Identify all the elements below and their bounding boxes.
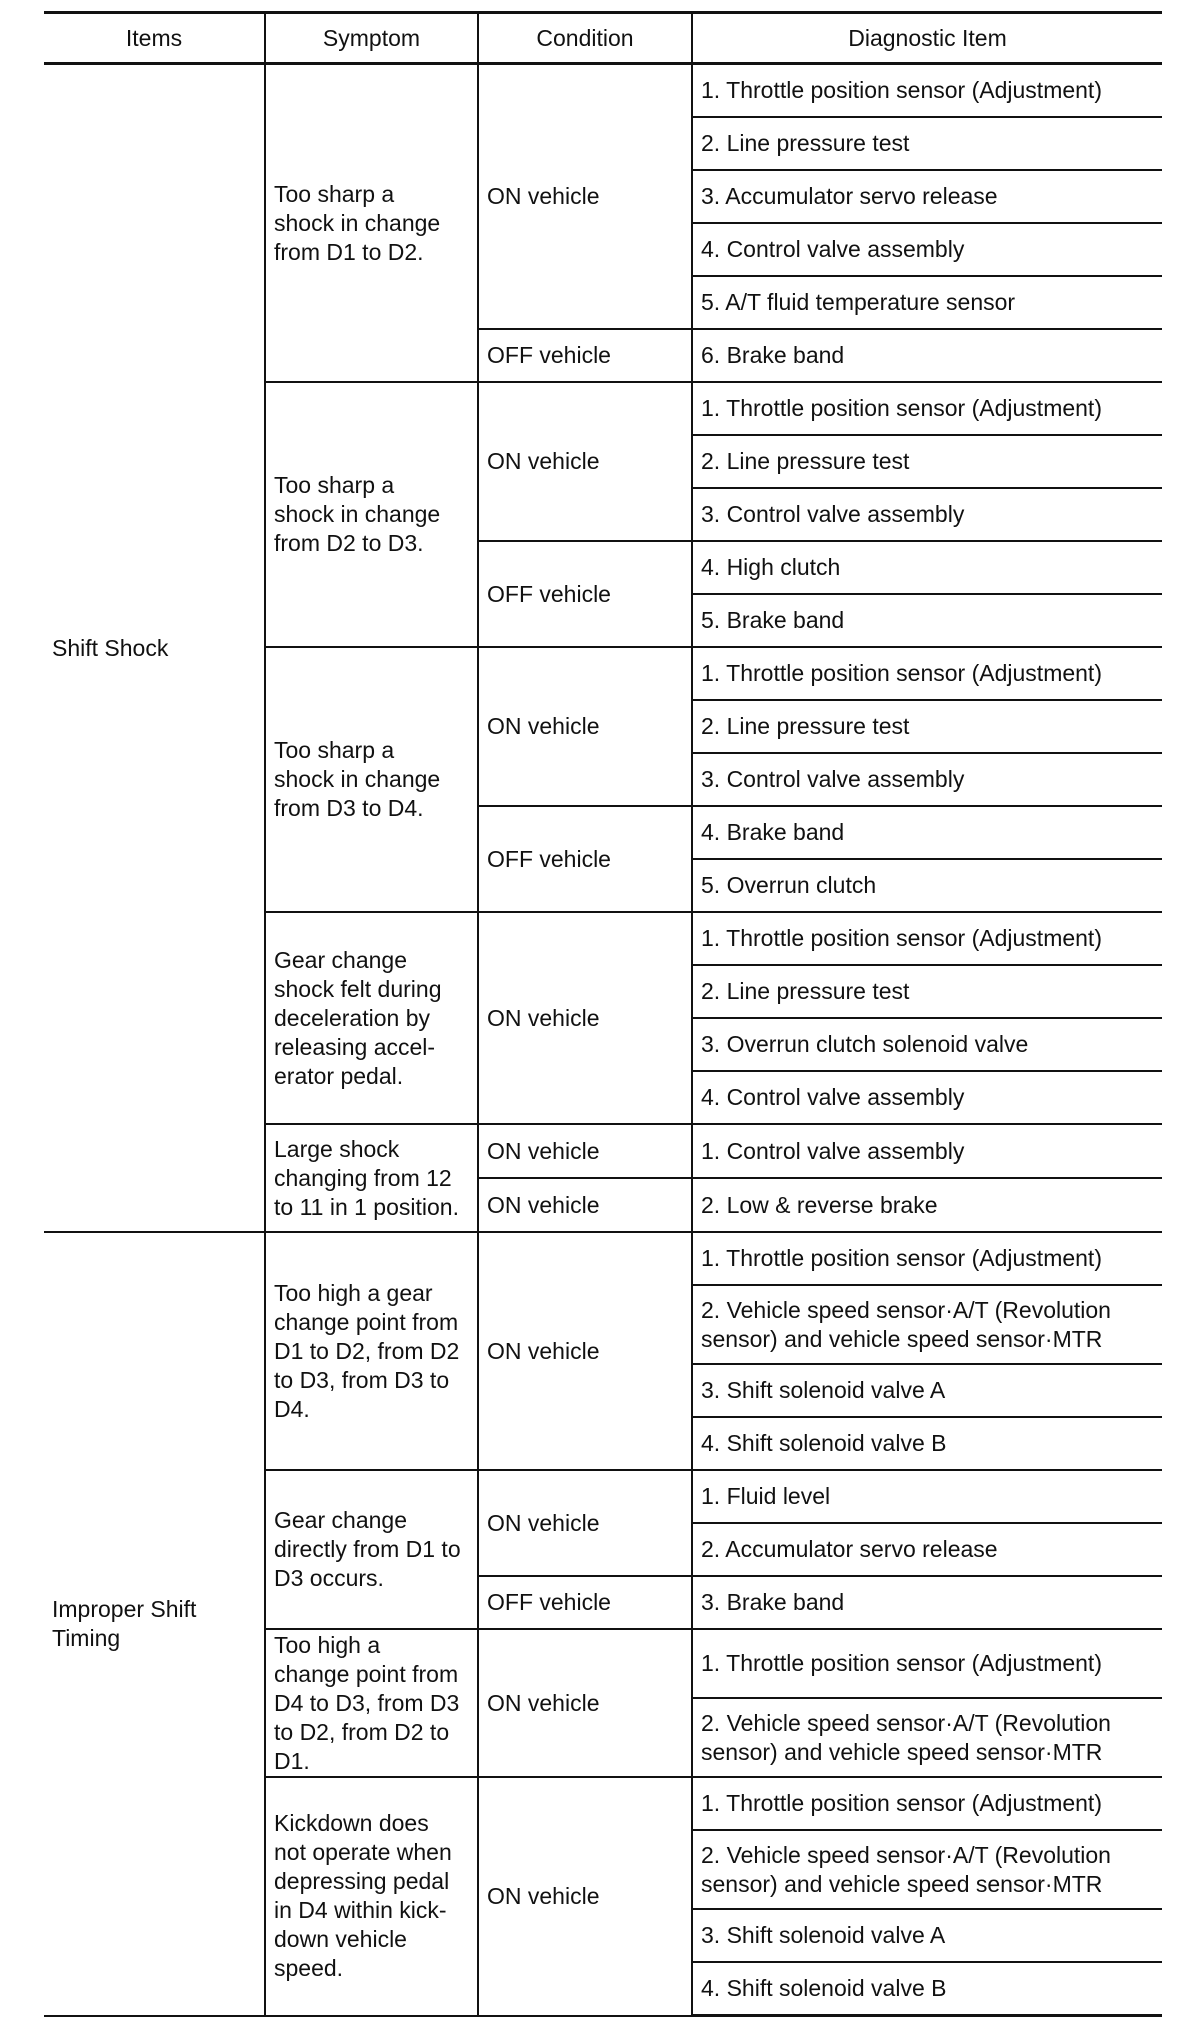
- condition-cell: OFF vehicle: [478, 329, 692, 382]
- diagnostic-item: 5. Overrun clutch: [692, 859, 1162, 912]
- condition-cell: ON vehicle: [478, 1232, 692, 1470]
- header-symptom: Symptom: [265, 13, 478, 64]
- diagnostic-item: 2. Line pressure test: [692, 117, 1162, 170]
- symptom-cell: Too sharp a shock in change from D1 to D2.: [265, 64, 478, 383]
- symptom-cell: Too sharp a shock in change from D2 to D3.: [265, 382, 478, 647]
- diagnostic-item: 1. Throttle position sensor (Adjustment): [692, 647, 1162, 700]
- condition-cell: ON vehicle: [478, 1777, 692, 2016]
- diagnostic-item: 3. Overrun clutch solenoid valve: [692, 1018, 1162, 1071]
- diagnostic-item: 2. Line pressure test: [692, 700, 1162, 753]
- symptom-cell: Gear change shock felt during deceleration by releasing accel- erator pedal.: [265, 912, 478, 1124]
- diagnostic-item: 3. Shift solenoid valve A: [692, 1364, 1162, 1417]
- condition-cell: ON vehicle: [478, 647, 692, 806]
- header-condition: Condition: [478, 13, 692, 64]
- condition-cell: OFF vehicle: [478, 541, 692, 647]
- symptom-cell: Too high a change point from D4 to D3, from D3 to D2, from D2 to D1.: [265, 1629, 478, 1777]
- condition-cell: ON vehicle: [478, 1470, 692, 1576]
- group-improper-shift-timing: Improper Shift Timing: [44, 1232, 265, 2016]
- diagnostic-item: 3. Shift solenoid valve A: [692, 1909, 1162, 1962]
- header-diagnostic-item: Diagnostic Item: [692, 13, 1162, 64]
- diagnostic-item: 3. Control valve assembly: [692, 753, 1162, 806]
- diagnostic-item: 2. Vehicle speed sensor·A/T (Revolution sensor) and vehicle speed sensor·MTR: [692, 1830, 1162, 1909]
- symptom-cell: Kickdown does not operate when depressing pedal in D4 within kick- down vehicle speed.: [265, 1777, 478, 2016]
- diagnostic-item: 4. High clutch: [692, 541, 1162, 594]
- table-row: [44, 64, 1162, 118]
- condition-cell: ON vehicle: [478, 64, 692, 330]
- symptom-cell: Too high a gear change point from D1 to D2, from D2 to D3, from D3 to D4.: [265, 1232, 478, 1470]
- diagnostic-item: 4. Control valve assembly: [692, 223, 1162, 276]
- diagnostic-item: 4. Shift solenoid valve B: [692, 1417, 1162, 1470]
- condition-cell: OFF vehicle: [478, 1576, 692, 1629]
- diagnostic-item: 5. A/T fluid temperature sensor: [692, 276, 1162, 329]
- diagnostic-item: 2. Accumulator servo release: [692, 1523, 1162, 1576]
- diagnostic-item: 1. Throttle position sensor (Adjustment): [692, 64, 1162, 118]
- group-shift-shock: Shift Shock: [44, 64, 265, 1233]
- condition-cell: ON vehicle: [478, 1178, 692, 1232]
- symptom-cell: Gear change directly from D1 to D3 occurs.: [265, 1470, 478, 1629]
- table-row: [44, 1232, 1162, 1285]
- condition-cell: ON vehicle: [478, 912, 692, 1124]
- diagnostic-item: 1. Throttle position sensor (Adjustment): [692, 912, 1162, 965]
- condition-cell: ON vehicle: [478, 1629, 692, 1777]
- condition-cell: ON vehicle: [478, 382, 692, 541]
- diagnostic-item: 3. Brake band: [692, 1576, 1162, 1629]
- diagnostic-item: 1. Throttle position sensor (Adjustment): [692, 1232, 1162, 1285]
- header-row: [44, 13, 1162, 64]
- diagnostic-item: 1. Throttle position sensor (Adjustment): [692, 1629, 1162, 1698]
- symptom-cell: Too sharp a shock in change from D3 to D4.: [265, 647, 478, 912]
- condition-cell: OFF vehicle: [478, 806, 692, 912]
- diagnostic-item: 1. Throttle position sensor (Adjustment): [692, 382, 1162, 435]
- diagnostic-item: 2. Line pressure test: [692, 435, 1162, 488]
- diagnostic-item: 4. Control valve assembly: [692, 1071, 1162, 1124]
- diagnostic-item: 1. Throttle position sensor (Adjustment): [692, 1777, 1162, 1830]
- condition-cell: ON vehicle: [478, 1124, 692, 1178]
- diagnostic-item: 4. Shift solenoid valve B: [692, 1962, 1162, 2016]
- diagnostic-item: 2. Vehicle speed sensor·A/T (Revolution sensor) and vehicle speed sensor·MTR: [692, 1698, 1162, 1777]
- diagnostic-item: 1. Control valve assembly: [692, 1124, 1162, 1178]
- diagnostic-item: 3. Accumulator servo release: [692, 170, 1162, 223]
- diagnostic-item: 2. Vehicle speed sensor·A/T (Revolution sensor) and vehicle speed sensor·MTR: [692, 1285, 1162, 1364]
- diagnostic-item: 5. Brake band: [692, 594, 1162, 647]
- diagnostic-item: 4. Brake band: [692, 806, 1162, 859]
- header-items: Items: [44, 13, 265, 64]
- diagnostic-item: 2. Low & reverse brake: [692, 1178, 1162, 1232]
- symptom-cell: Large shock changing from 12 to 11 in 1 position.: [265, 1124, 478, 1232]
- diagnostic-item: 3. Control valve assembly: [692, 488, 1162, 541]
- diagnostic-item: 2. Line pressure test: [692, 965, 1162, 1018]
- diagnostic-table: [44, 11, 1162, 2017]
- diagnostic-item: 6. Brake band: [692, 329, 1162, 382]
- diagnostic-item: 1. Fluid level: [692, 1470, 1162, 1523]
